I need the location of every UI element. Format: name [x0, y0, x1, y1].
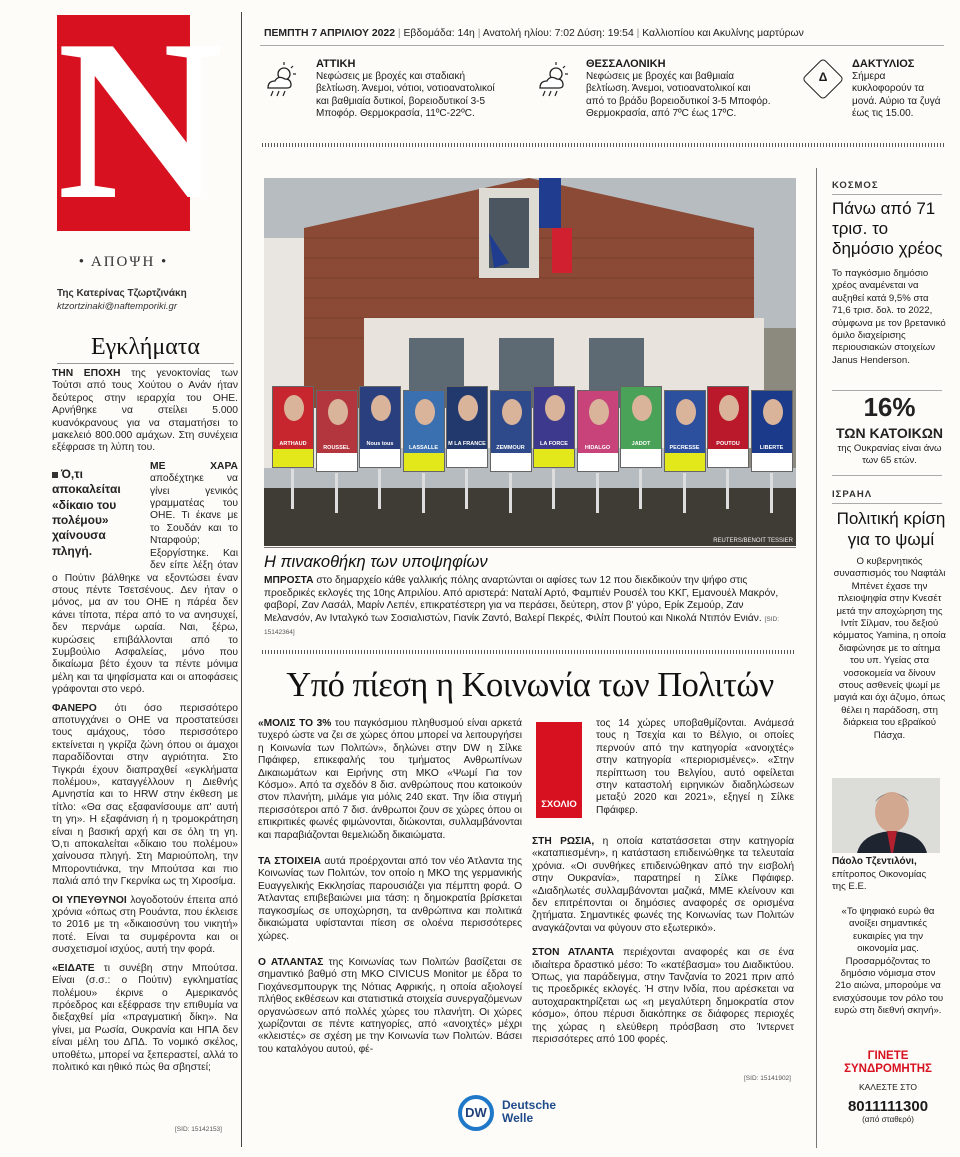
sidebar-israel-text: Ο κυβερνητικός συνασπισμός του Ναφτάλι Μπένετ έχασε την πλειοψηφία στην Κνεσέτ μετά την αποχώρηση της Ιντίτ Σίλμαν, του δεξιού κόμματος Yamina, η οποία διαφώνησε με το αίτημα του υπ. Υγείας στα νοσοκομεία να δίνουν στους ασθενείς ψωμί με μαγιά και όχι άζυμο, όπως θέλει η παράδοση, στη διάρκεια του εβραϊκού Πάσχα. — [833, 556, 946, 741]
election-photo — [264, 178, 796, 546]
article-col2-intro: τος 14 χώρες υποβαθμίζονται. Ανάμεσά τους η Τσεχία και το Βέλγιο, οι οποίες περνούν από την κατηγορία «ανοιχτές» στην κατηγορία «περιορισμένες». «Στην περίπτωση του Βελγίου, αυτό οφείλεται στην καταστολή ειρηνικών διαδηλώσεων μεταξύ 2020 και 2021», εξηγεί η Σίλκε Πφάιφερ. — [596, 718, 794, 816]
poster-label: JADOT — [621, 439, 661, 449]
opinion-paragraph: ΦΑΝΕΡΟ ότι όσο περισσότερο αποτυγχάνει ο ΟΗΕ να προστατεύσει τους αμάχους, τόσο περισσότερο εκτείνεται η γκρίζα ζώνη όπου οι άμαχοι παραδίδονται στην αγριότητα. Στο Τιγκράι έχουν διαπραχθεί «εγκλήματα πολέμου», καταγγέλλουν η Διεθνής Αμνηστία και το HRW στην έκθεση με τίτλο: «Θα σας εξαφανίσουμε απ' αυτή τη γη». Η εξαφάνιση ή η τρομοκράτηση είναι η βασική αρχή και σε όλη τη γη. Ό,τι αποκαλείται «δίκαιο του πολέμου» χαίνουσα πληγή. Στη Μαριούπολη, την Μποροντιάνκα, την Μπούτσα και πιο παλιά από την Γκερνίκα ως τη Χιροσίμα. — [52, 702, 238, 888]
sidebar-world-label: ΚΟΣΜΟΣ — [832, 180, 879, 191]
weather-text: Σήμερα κυκλοφορούν τα μονά. Αύριο τα ζυγά έως τις 15.00. — [852, 71, 941, 120]
date: ΠΕΜΠΤΗ 7 ΑΠΡΙΛΙΟΥ 2022 — [264, 28, 395, 39]
byline: Της Κατερίνας Τζωρτζινάκη — [57, 288, 187, 299]
campaign-poster — [577, 390, 619, 472]
campaign-poster — [620, 386, 662, 468]
campaign-poster — [707, 386, 749, 468]
article-paragraph: «ΜΟΛΙΣ ΤΟ 3% του παγκόσμιου πληθυσμού είναι αρκετά τυχερό ώστε να ζει σε χώρες όπου μπορεί να λειτουργήσει η Κοινωνία των Πολιτών», δηλώνει στην DW η Σίλκε Πφάιφερ, επικεφαλής του τμήματος Ανθρωπίνων Δικαιωμάτων και Ειρήνης στη ΜΚΟ «Ψωμί Για τον Κόσμο». Από τα σχεδόν 8 δισ. ανθρώπους που κατοικούν στον πλανήτη, μιλάμε για μόλις 240 εκατ. Την ίδια στιγμή περισσότεροι από 7 δισ. άνθρωποι ζουν σε χώρες όπου οι επικριτικές φωνές φιμώνονται, διώκονται, συλλαμβάνονται και παραβιάζονται θεμελιώδη δικαιώματα. — [258, 718, 522, 841]
poster-label: Nous tous — [360, 439, 400, 449]
opinion-paragraph: ΤΗΝ ΕΠΟΧΗ της γενοκτονίας των Τούτσι από τους Χούτου ο Ανάν ήταν δεύτερος στην ιεραρχία του ΟΗΕ. Αρνήθηκε να στείλει 5.000 κυανόκρανους για να σταματήσει το μακελειό 800.000 αμάχων. Στη συνέχεια εξέφρασε τη λύπη του. — [52, 368, 239, 454]
article-paragraph: Ο ΑΤΛΑΝΤΑΣ της Κοινωνίας των Πολιτών βασίζεται σε σημαντικό βαθμό στη ΜΚΟ CIVICUS Monitor με έδρα το Γιοχάνεσμπουργκ της Νότιας Αφρικής, η οποία αξιολογεί πλήθος εκθέσεων και στατιστικά στοιχεία συνεργαζόμενων οργανώσεων από πολλές χώρες του πλανήτη. Οι χώρες χωρίζονται σε πέντε κατηγορίες, από «ανοιχτές» μέχρι «κλειστές» σε σχέση με την Κοινωνία των Πολιτών. Βάσει του καταλόγου αυτού, φέ- — [258, 956, 522, 1055]
campaign-poster — [403, 390, 445, 472]
poster-label: M LA FRANCE — [448, 441, 486, 447]
subscribe-title: ΓΙΝΕΤΕ ΣΥΝΔΡΟΜΗΤΗΣ — [844, 1050, 932, 1075]
person-role: επίτροπος Οικονομίας της Ε.Ε. — [832, 869, 927, 892]
opinion-sid: [SID: 15142153] — [175, 1126, 222, 1133]
rain-cloud-icon — [262, 60, 302, 100]
photo-caption: ΜΠΡΟΣΤΑ στο δημαρχείο κάθε γαλλικής πόλης αναρτώνται οι αφίσες των 12 που διεκδικούν την ψήφο στις προεδρικές εκλογές της 10ης Απριλίου. Από αριστερά: Ναταλί Αρτό, Φαμπιέν Ρουσέλ του ΚΚΓ, Εμανουέλ Μακρόν, φαβορί, Ζαν Λασάλ, Μαρίν Λεπέν, επικρατέστερη για να περάσει, δεύτερη, στον β' γύρο, Ερίκ Ζεμούρ, Ζαν Μελανσόν, Αν Ινταλγκό των Σοσιαλιστών, Γιανίκ Ζαντό, Βαλερί Πεκρές, Φιλίπ Πουτού και Νικολά Ντιπόν Ενιάν. [SID: 15142364] — [264, 575, 779, 637]
article-headline: Υπό πίεση η Κοινωνία των Πολιτών — [286, 666, 774, 704]
subscribe-call: ΚΑΛΕΣΤΕ ΣΤΟ — [858, 1082, 918, 1092]
dw-logo — [458, 1093, 608, 1133]
poster-label: LA FORCE — [534, 439, 574, 449]
weather-text: Νεφώσεις με βροχές και βαθμιαία βελτίωση. Άνεμοι, νοτιοανατολικοί και από το βράδυ βορειοδυτικοί 3-5 Μποφόρ. Θερμοκρασία, από 7ºC έως 17ºC. — [586, 71, 771, 120]
sidebar-world-title: Πάνω από 71 τρισ. το δημόσιο χρέος — [832, 199, 943, 258]
campaign-poster — [533, 386, 575, 468]
dateline: ΠΕΜΠΤΗ 7 ΑΠΡΙΛΙΟΥ 2022 | Εβδομάδα: 14η | Ανατολή ηλίου: 7:02 Δύση: 19:54 | Καλλιοπίου και Ακυλίνης μαρτύρων — [264, 28, 804, 39]
sidebar-israel-label: ΙΣΡΑΗΛ — [832, 489, 873, 500]
dw-mark: DW — [458, 1095, 494, 1131]
kicker-box — [536, 722, 582, 818]
name-days: Καλλιοπίου και Ακυλίνης μαρτύρων — [642, 28, 804, 39]
person-photo — [832, 778, 940, 853]
photo-credit: REUTERS/BENOIT TESSIER — [713, 538, 793, 544]
article-sid: [SID: 15141902] — [744, 1075, 791, 1082]
weather-text: Νεφώσεις με βροχές και σταδιακή βελτίωση. Άνεμοι, νότιοι, νοτιοανατολικοί και βαθμιαία δυτικοί, βορειοδυτικοί 3-5 Μποφόρ. Θερμοκρασία, 11ºC-22ºC. — [316, 71, 495, 120]
weather-region: ΘΕΣΣΑΛΟΝΙΚΗ — [586, 58, 666, 70]
section-label: • ΑΠΟΨΗ • — [78, 254, 169, 270]
stat-value: 16% — [863, 392, 916, 422]
poster-label: LASSALLE — [404, 443, 444, 453]
poster-label: PECRESSE — [665, 443, 705, 453]
opinion-paragraph: ΟΙ ΥΠΕΥΘΥΝΟΙ λογοδοτούν έπειτα από χρόνια «όπως στη Ρουάντα, που έκλεισε το 2016 με τη «δικαιοσύνη του νικητή» ποτέ. Είναι τα συμφέροντα και οι συσχετισμοί ισχύος, αυτή την φορά. — [52, 894, 238, 956]
photo-title: Η πινακοθήκη των υποψηφίων — [264, 553, 488, 571]
opinion-title: Εγκλήματα — [91, 334, 200, 360]
week: Εβδομάδα: 14η — [403, 28, 475, 39]
campaign-poster — [751, 390, 793, 472]
campaign-poster — [664, 390, 706, 472]
subscribe-box[interactable] — [832, 1050, 944, 1124]
town-hall-illustration — [264, 178, 796, 546]
kicker-label: ΣΧΟΛΙΟ — [541, 799, 577, 810]
poster-label: POUTOU — [708, 439, 748, 449]
photo-credit-line — [264, 547, 796, 548]
pull-quote: Ό,τι αποκαλείται «δίκαιο του πολέμου» χαίνουσα πληγή. — [52, 466, 121, 558]
author-email: ktzortzinaki@naftemporiki.gr — [57, 301, 177, 312]
poster-label: ROUSSEL — [317, 443, 357, 453]
dw-name: Deutsche Welle — [502, 1098, 557, 1125]
poster-label: ZEMMOUR — [491, 443, 531, 453]
article-paragraph: ΣΤΗ ΡΩΣΙΑ, η οποία κατατάσσεται στην κατηγορία «καταπιεσμένη», η κατάσταση επιδεινώθηκε τα τελευταία χρόνια. «Οι συνθήκες επιδεινώθηκαν από την εισβολή στην Ουκρανία», παρατηρεί η Σίλκε Πφάιφερ. «Διαδηλωτές συλλαμβάνονται μαζικά, ΜΜΕ κλείνουν και δεν επιτρέπονται οι δημόσιες αναφορές σε ορισμένα ζητήματα. Σημαντικές φωνές της Κοινωνίας των Πολιτών αναγκάζονται να φύγουν στο εξωτερικό». — [532, 836, 794, 934]
logo — [57, 0, 224, 247]
sidebar-world-text: Το παγκόσμιο δημόσιο χρέος αναμένεται να αυξηθεί κατά 9,5% στα 71,6 τρισ. δολ. το 2022, σύμφωνα με τον βρετανικό όμιλο διαχείρισης περιουσιακών στοιχείων Janus Henderson. — [832, 268, 946, 366]
sidebar-israel-title: Πολιτική κρίση για το ψωμί — [836, 509, 946, 549]
weather-region: ΑΤΤΙΚΗ — [316, 58, 356, 70]
poster-label: LIBERTE — [752, 443, 792, 453]
stat-label: ΤΩΝ ΚΑΤΟΙΚΩΝ — [835, 425, 944, 441]
rain-cloud-icon — [534, 60, 574, 100]
traffic-ring-badge: Δ — [818, 70, 828, 84]
weather-region: ΔΑΚΤΥΛΙΟΣ — [852, 58, 915, 70]
poster-label: HIDALGO — [578, 443, 618, 453]
sun-times: Ανατολή ηλίου: 7:02 Δύση: 19:54 — [482, 28, 634, 39]
opinion-paragraph: ΜΕ ΧΑΡΑ αποδέχτηκε να γίνει γενικός γραμματέας του ΟΗΕ. Τι έκανε με το Σουδάν και το Νταρφούρ; Εξοργίστηκε. Και δεν είπε λέξη όταν ο Πούτιν βάλθηκε να εξοντώσει έναν στους πέντε Τσετσένους. Δεν ήταν ο μόνος, μα αν του ΟΗΕ η πάρέα δεν κάνει τίποτα, πέρα από το να ανησυχεί, δεν περνάμε ωραία. Ναι, ξέρω, κυρώσεις επιβάλλονται από το Συμβούλιο Ασφαλείας, μόνο που δικαίωμα βέτο έχουν τα πέντε μόνιμα μέλη και τα ψηφίσματα και οι αποφάσεις γράφονται στο νερό. — [52, 460, 238, 696]
opinion-body — [52, 368, 238, 1080]
campaign-poster — [490, 390, 532, 472]
campaign-poster — [359, 386, 401, 468]
poster-label: ARTHAUD — [273, 439, 313, 449]
campaign-poster — [316, 390, 358, 472]
poster-row — [272, 386, 796, 476]
campaign-poster — [272, 386, 314, 468]
person-name: Πάολο Τζεντιλόνι, — [832, 856, 917, 867]
subscribe-note: (από σταθερό) — [862, 1115, 914, 1124]
campaign-poster — [446, 386, 488, 468]
logo-letter: N — [57, 0, 224, 247]
subscribe-phone[interactable]: 8011111300 — [847, 1098, 929, 1115]
person-quote: «Το ψηφιακό ευρώ θα ανοίξει σημαντικές ευκαιρίες για την οικονομία μας. Προσαρμόζοντας το δημόσιο νόμισμα στον 21ο αιώνα, μπορούμε να ενισχύσουμε τον ρόλο του ευρώ στη διεθνή σκηνή». — [832, 906, 944, 1017]
article-col1 — [258, 718, 522, 1062]
article-paragraph: ΣΤΟΝ ΑΤΛΑΝΤΑ περιέχονται αναφορές και σε ένα ιδιαίτερα δραστικό μέσο: Το «κατέβασμα» του Διαδικτύου. Όπως, για παράδειγμα, στην Τανζανία το 2021 πριν από τις προεδρικές εκλογές. Ή στην Ινδία, που αρέσκεται να αυτοχαρακτηρίζεται ως «η μεγαλύτερη δημοκρατία στον κόσμο», όπου πέρυσι διακόπηκε σε διάφορες περιοχές της χώρας η ελεύθερη πρόσβαση στο Ίντερνετ περισσότερες από 100 φορές. — [532, 947, 794, 1046]
stat-sub: της Ουκρανίας είναι άνω των 65 ετών. — [837, 443, 942, 466]
article-col2 — [532, 836, 794, 1053]
person-portrait — [832, 778, 940, 853]
opinion-paragraph: «ΕΙΔΑΤΕ τι συνέβη στην Μπούτσα. Είναι (σ.σ.: ο Πούτιν) εγκληματίας πολέμου» έκρινε ο Αμερικανός πρόεδρος και εξέφρασε την επιθυμία να διεξαχθεί μία «πραγματική δίκη». Να γίνει, μα Ρωσία, Ουκρανία και ΗΠΑ δεν είναι μέλη του ΔΠΔ. Το νομικό σκέλος, υποθέτω, μπορεί να ξεπεραστεί, αλλά το πολιτικό και ηθικό πώς θα σβηστεί; — [52, 962, 238, 1073]
article-paragraph: ΤΑ ΣΤΟΙΧΕΙΑ αυτά προέρχονται από τον νέο Άτλαντα της Κοινωνίας των Πολιτών, τον οποίο η ΜΚΟ της γερμανικής Ευαγγελικής Εκκλησίας παρουσιάζει για πέμπτη φορά. Ο Άτλαντας επιβεβαιώνει μια τάση: η δημοκρατία βρίσκεται παγκοσμίως σε υποχώρηση, τα ανθρώπινα και πολιτικά δικαιώματα υφίστανται πίεση σε ολοένα περισσότερες χώρες. — [258, 856, 522, 942]
